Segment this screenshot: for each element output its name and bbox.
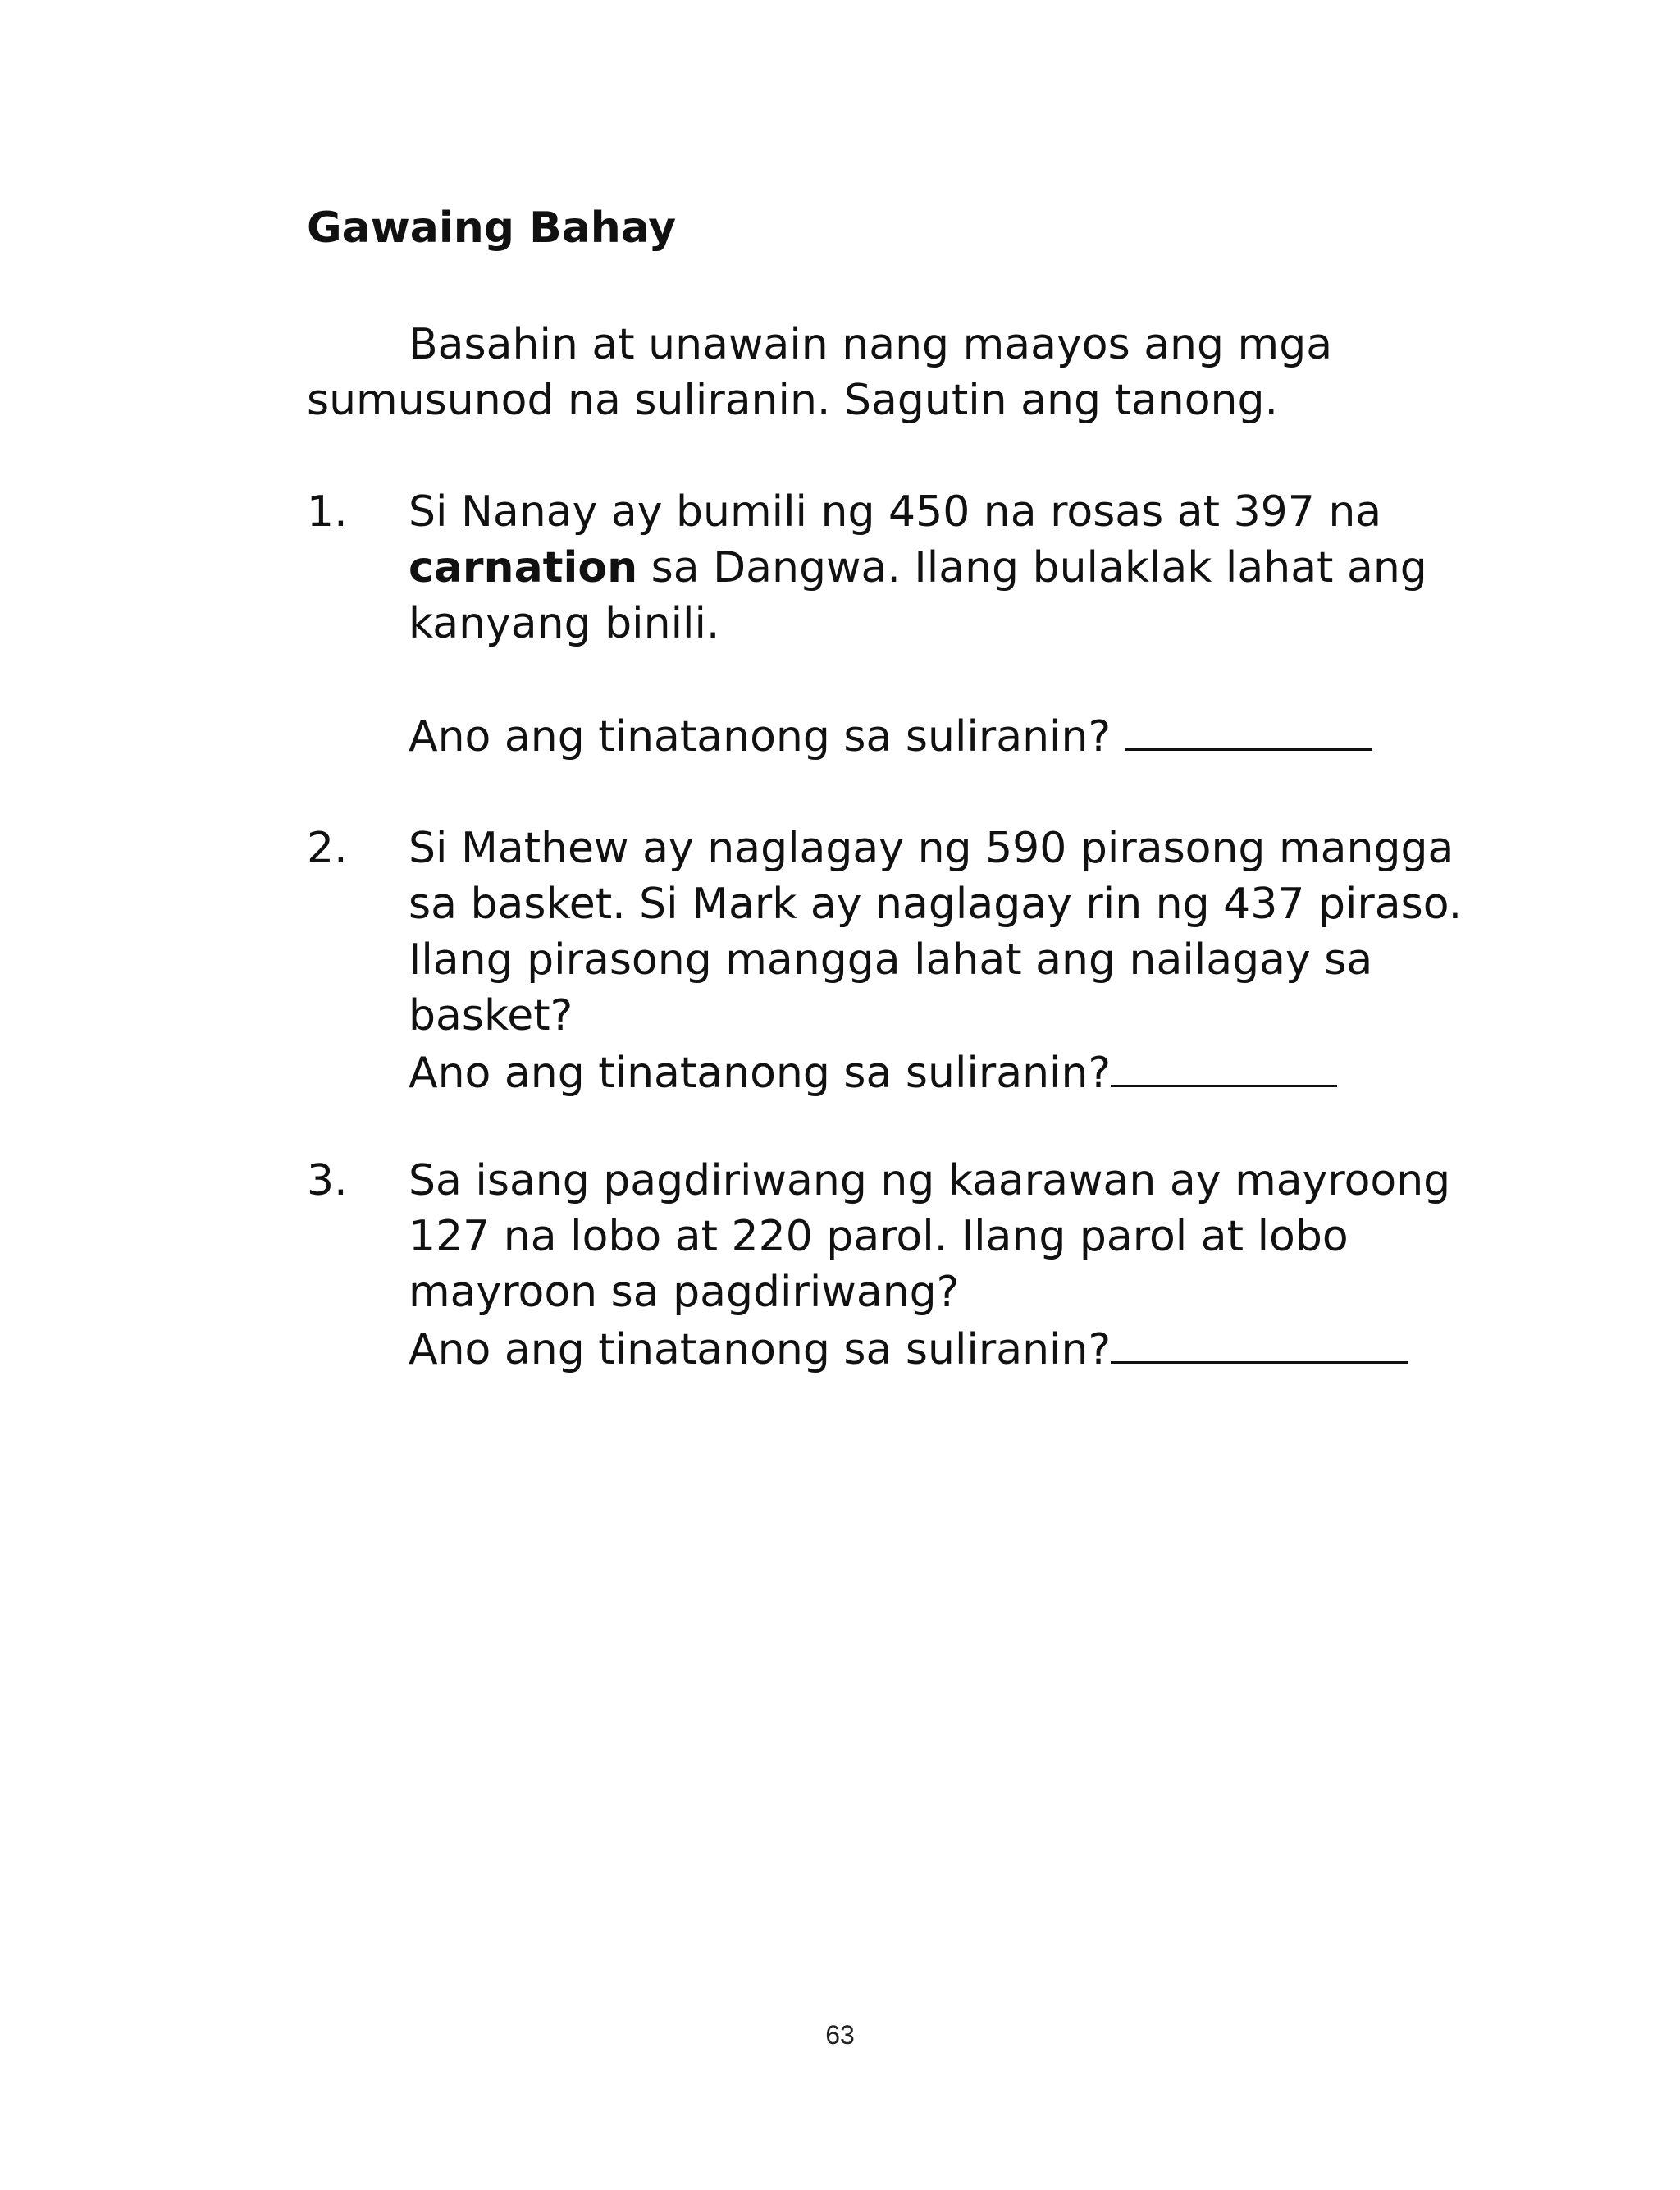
question-text: Ano ang tinatanong sa suliranin?	[409, 1325, 1112, 1374]
problem-text-before: Si Nanay ay bumili ng 450 na rosas at 397 na	[409, 487, 1382, 537]
problem-number: 2.	[307, 824, 348, 873]
problem-body	[409, 484, 1472, 765]
problem-text: Si Mathew ay naglagay ng 590 pirasong mangga sa basket. Si Mark ay naglagay rin ng 437 piraso. Ilang pirasong mangga lahat ang nailagay sa basket?	[409, 824, 1463, 1040]
problem-item-2	[307, 821, 1472, 1101]
problem-text	[409, 484, 1472, 652]
answer-blank[interactable]	[1125, 707, 1372, 751]
problem-number: 1.	[307, 487, 348, 537]
problem-question	[409, 1044, 1472, 1101]
page-title: Gawaing Bahay	[307, 203, 677, 253]
problem-question	[409, 707, 1472, 765]
problem-body	[409, 821, 1472, 1101]
problem-text-bold: carnation	[409, 543, 638, 592]
problem-question	[409, 1320, 1472, 1378]
answer-blank[interactable]	[1111, 1320, 1408, 1364]
question-text: Ano ang tinatanong sa suliranin?	[409, 1049, 1112, 1098]
problem-item-3	[307, 1153, 1472, 1378]
problem-text: Sa isang pagdiriwang ng kaarawan ay mayroong 127 na lobo at 220 parol. Ilang parol at lobo mayroon sa pagdiriwang?	[409, 1156, 1451, 1317]
problem-item-1	[307, 484, 1472, 765]
instructions-paragraph: Basahin at unawain nang maayos ang mga sumusunod na suliranin. Sagutin ang tanong.	[307, 320, 1333, 425]
problem-text-after: sa Dangwa. Ilang bulaklak lahat ang kanyang binili.	[409, 543, 1427, 648]
answer-blank[interactable]	[1111, 1044, 1337, 1087]
problem-body	[409, 1153, 1472, 1378]
question-text: Ano ang tinatanong sa suliranin?	[409, 712, 1112, 761]
page-number: 63	[825, 2020, 855, 2050]
problem-number: 3.	[307, 1156, 348, 1205]
